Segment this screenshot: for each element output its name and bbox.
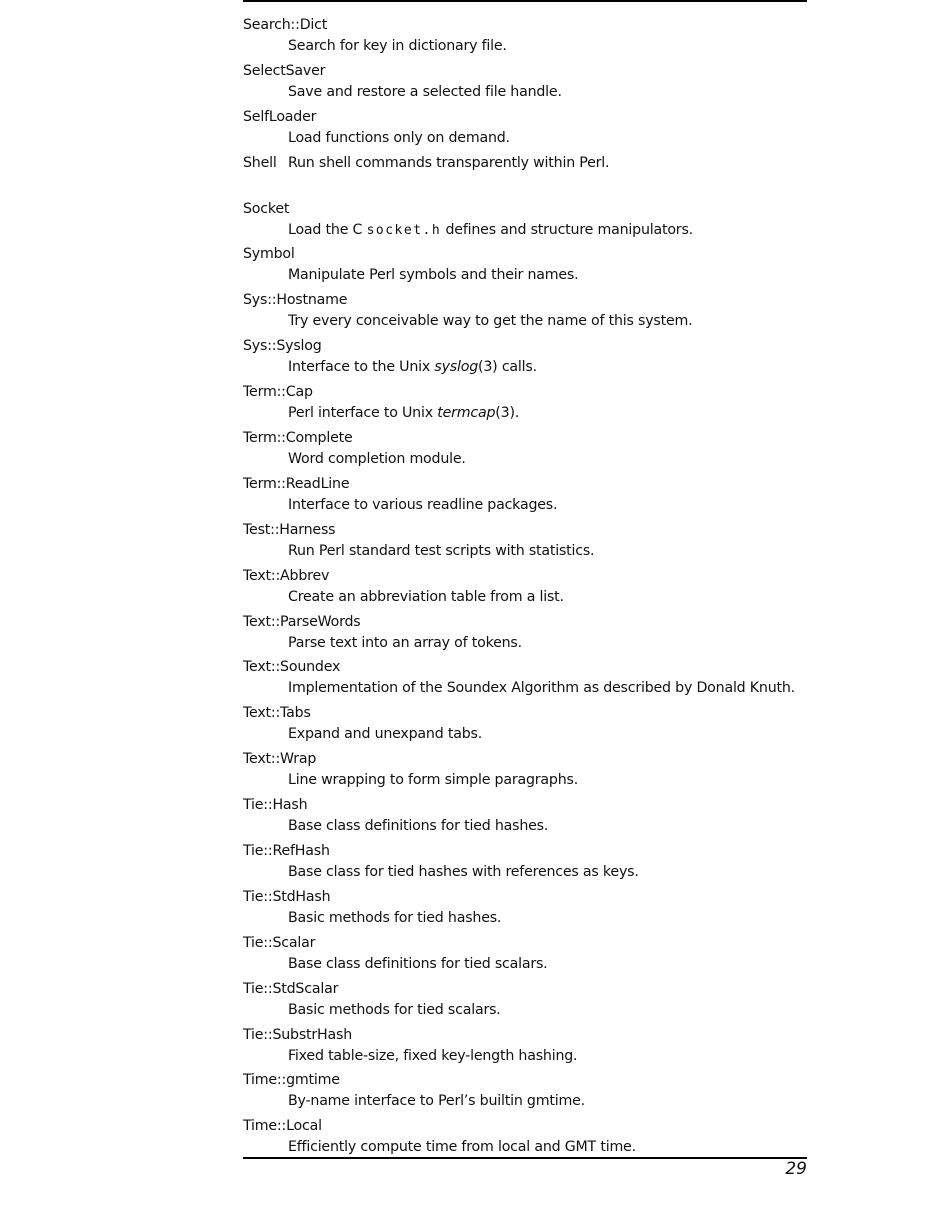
desc-text: Interface to the Unix: [288, 359, 435, 376]
list-item: [243, 657, 807, 703]
module-name: Symbol: [243, 246, 295, 263]
module-description: Word completion module.: [288, 451, 466, 468]
module-description: Run shell commands transparently within Perl.: [288, 154, 610, 171]
module-description: [288, 403, 519, 423]
list-item: [243, 382, 807, 428]
list-item: [243, 520, 807, 566]
module-description: Load functions only on demand.: [288, 129, 510, 146]
list-item: [243, 795, 807, 841]
module-description: By-name interface to Perl’s builtin gmtime.: [288, 1093, 585, 1110]
page-number: 29: [785, 1159, 807, 1179]
module-name: Text::Abbrev: [243, 567, 330, 584]
list-item: [243, 474, 807, 520]
desc-text: defines and structure manipulators.: [441, 221, 693, 238]
emphasis-text: syslog: [434, 359, 479, 376]
list-item: [243, 290, 807, 336]
list-item: [243, 1025, 807, 1071]
desc-text: (3) calls.: [478, 359, 537, 376]
desc-text: Perl interface to Unix: [288, 405, 438, 422]
list-item: [243, 336, 807, 382]
module-name: Sys::Hostname: [243, 292, 348, 309]
list-item: [243, 428, 807, 474]
module-name: Sys::Syslog: [243, 338, 322, 355]
module-description: Fixed table-size, fixed key-length hashing.: [288, 1047, 578, 1064]
module-name: SelectSaver: [243, 62, 326, 79]
list-item: [243, 933, 807, 979]
desc-text: Load the C: [288, 221, 367, 238]
bottom-rule: [243, 1157, 807, 1159]
module-description: Run Perl standard test scripts with statistics.: [288, 542, 595, 559]
module-name: Text::Wrap: [243, 751, 317, 768]
list-item: [243, 15, 807, 61]
module-name: SelfLoader: [243, 108, 317, 125]
module-description: Interface to various readline packages.: [288, 496, 558, 513]
module-name: Time::Local: [243, 1118, 322, 1135]
module-name: Term::Cap: [243, 384, 313, 401]
module-name: Socket: [243, 200, 290, 217]
module-description: Efficiently compute time from local and GMT time.: [288, 1139, 636, 1156]
module-name: Text::ParseWords: [243, 613, 361, 630]
module-name: Tie::Hash: [243, 797, 308, 814]
module-name: Tie::RefHash: [243, 843, 330, 860]
module-name: Term::Complete: [243, 430, 353, 447]
module-description: Try every conceivable way to get the name of this system.: [288, 313, 693, 330]
module-description: Parse text into an array of tokens.: [288, 634, 522, 651]
module-description: Expand and unexpand tabs.: [288, 726, 482, 743]
module-name: Tie::Scalar: [243, 934, 316, 951]
module-description: Base class definitions for tied hashes.: [288, 818, 549, 835]
module-name: Term::ReadLine: [243, 475, 350, 492]
module-name: Time::gmtime: [243, 1072, 340, 1089]
module-description: Base class for tied hashes with references as keys.: [288, 864, 639, 881]
desc-text: (3).: [495, 405, 520, 422]
module-description: Search for key in dictionary file.: [288, 38, 507, 54]
module-description: [288, 220, 693, 241]
module-name: Tie::StdScalar: [243, 980, 339, 997]
module-description: Line wrapping to form simple paragraphs.: [288, 772, 579, 789]
module-name: Search::Dict: [243, 17, 328, 33]
module-name: Text::Tabs: [243, 705, 311, 722]
list-item: [243, 841, 807, 887]
module-description: Implementation of the Soundex Algorithm as described by Donald Knuth.: [288, 680, 795, 697]
list-item: [243, 749, 807, 795]
list-item: [243, 199, 807, 245]
list-item: [243, 612, 807, 658]
module-name: Text::Soundex: [243, 659, 341, 676]
code-filename: socket.h: [366, 222, 442, 238]
module-name: Shell: [243, 154, 277, 171]
emphasis-text: termcap: [437, 405, 496, 422]
module-description: Save and restore a selected file handle.: [288, 83, 562, 100]
module-description: Base class definitions for tied scalars.: [288, 955, 548, 972]
module-description: [288, 357, 537, 377]
module-list: [243, 15, 807, 1162]
list-item: [243, 1070, 807, 1116]
list-item: [243, 153, 807, 199]
list-item: [243, 107, 807, 153]
list-item: [243, 566, 807, 612]
list-item: [243, 979, 807, 1025]
module-name: Test::Harness: [243, 521, 336, 538]
list-item: [243, 887, 807, 933]
list-item: [243, 244, 807, 290]
module-description: Basic methods for tied hashes.: [288, 909, 502, 926]
module-name: Tie::SubstrHash: [243, 1026, 352, 1043]
top-rule: [243, 0, 807, 2]
list-item: [243, 61, 807, 107]
module-description: Create an abbreviation table from a list.: [288, 588, 564, 605]
module-name: Tie::StdHash: [243, 888, 331, 905]
list-item: [243, 1116, 807, 1162]
list-item: [243, 703, 807, 749]
module-description: Basic methods for tied scalars.: [288, 1001, 501, 1018]
module-description: Manipulate Perl symbols and their names.: [288, 267, 579, 284]
